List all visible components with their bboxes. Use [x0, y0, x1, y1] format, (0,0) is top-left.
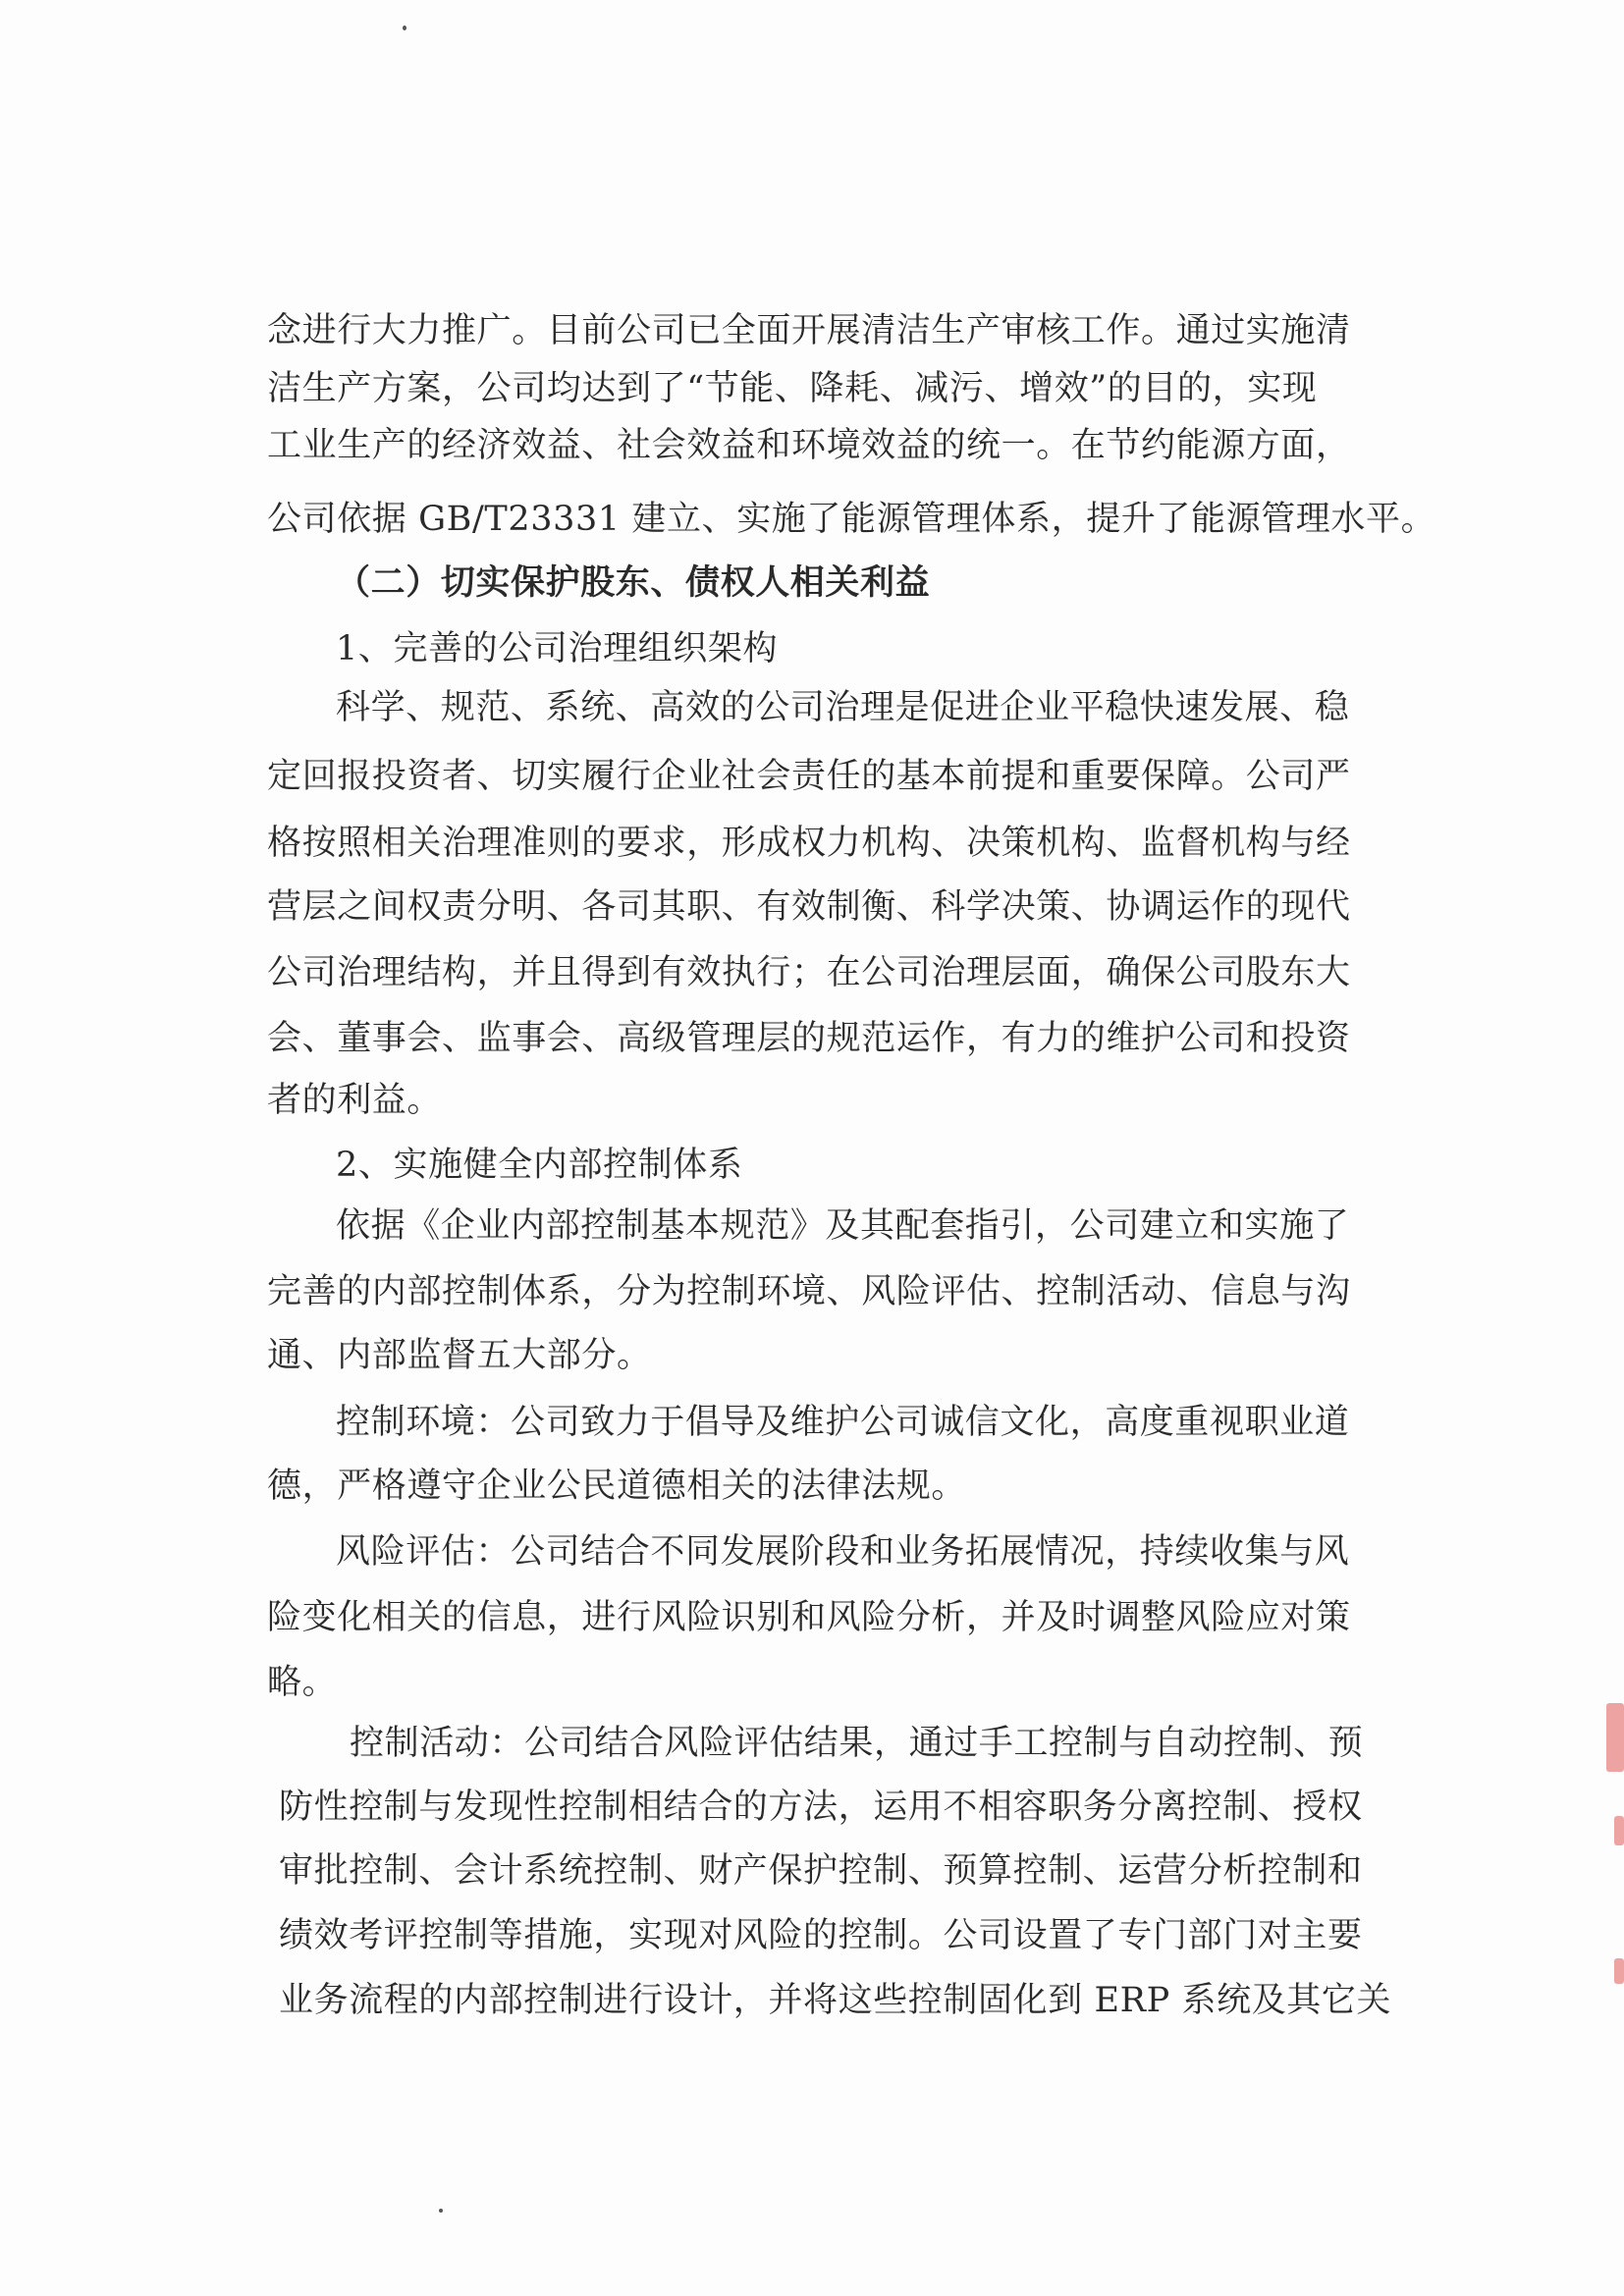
body-line-7: 科学、规范、系统、高效的公司治理是促进企业平稳快速发展、稳 — [336, 688, 1350, 727]
subheading-2: 2、实施健全内部控制体系 — [336, 1146, 743, 1185]
body-line-25: 审批控制、会计系统控制、财产保护控制、预算控制、运营分析控制和 — [279, 1851, 1363, 1891]
body-line-24: 防性控制与发现性控制相结合的方法，运用不相容职务分离控制、授权 — [279, 1788, 1363, 1827]
body-line-1: 念进行大力推广。目前公司已全面开展清洁生产审核工作。通过实施清 — [267, 311, 1351, 350]
body-line-27: 业务流程的内部控制进行设计，并将这些控制固化到 ERP 系统及其它关 — [279, 1981, 1392, 2020]
body-line-2: 洁生产方案，公司均达到了“节能、降耗、减污、增效”的目的，实现 — [267, 369, 1318, 408]
body-line-21: 险变化相关的信息，进行风险识别和风险分析，并及时调整风险应对策 — [267, 1598, 1351, 1637]
body-line-10: 营层之间权责分明、各司其职、有效制衡、科学决策、协调运作的现代 — [267, 887, 1351, 927]
body-line-8: 定回报投资者、切实履行企业社会责任的基本前提和重要保障。公司严 — [267, 757, 1351, 796]
seal-edge-mark-2 — [1614, 1816, 1624, 1845]
body-line-11: 公司治理结构，并且得到有效执行；在公司治理层面，确保公司股东大 — [267, 953, 1351, 992]
seal-edge-mark-3 — [1614, 1958, 1624, 1984]
scan-speck-bottom — [439, 2209, 443, 2213]
section-heading-2: （二）切实保护股东、债权人相关利益 — [336, 562, 931, 603]
body-line-9: 格按照相关治理准则的要求，形成权力机构、决策机构、监督机构与经 — [267, 824, 1351, 863]
body-line-20: 风险评估：公司结合不同发展阶段和业务拓展情况，持续收集与风 — [336, 1532, 1350, 1572]
seal-edge-mark-1 — [1606, 1703, 1624, 1772]
body-line-26: 绩效考评控制等措施，实现对风险的控制。公司设置了专门部门对主要 — [279, 1916, 1363, 1955]
body-line-22: 略。 — [267, 1663, 338, 1702]
subheading-1: 1、完善的公司治理组织架构 — [336, 629, 779, 668]
body-line-17: 通、内部监督五大部分。 — [267, 1336, 652, 1375]
body-line-23: 控制活动：公司结合风险评估结果，通过手工控制与自动控制、预 — [350, 1724, 1364, 1763]
body-line-19: 德，严格遵守企业公民道德相关的法律法规。 — [267, 1467, 967, 1506]
scan-speck-top — [403, 26, 406, 30]
body-line-13: 者的利益。 — [267, 1081, 443, 1120]
body-line-16: 完善的内部控制体系，分为控制环境、风险评估、控制活动、信息与沟 — [267, 1272, 1351, 1311]
body-line-4: 公司依据 GB/T23331 建立、实施了能源管理体系，提升了能源管理水平。 — [267, 500, 1436, 539]
body-line-12: 会、董事会、监事会、高级管理层的规范运作，有力的维护公司和投资 — [267, 1019, 1351, 1058]
body-line-18: 控制环境：公司致力于倡导及维护公司诚信文化，高度重视职业道 — [336, 1403, 1350, 1442]
body-line-15: 依据《企业内部控制基本规范》及其配套指引，公司建立和实施了 — [336, 1206, 1350, 1246]
body-line-3: 工业生产的经济效益、社会效益和环境效益的统一。在节约能源方面， — [267, 426, 1351, 465]
